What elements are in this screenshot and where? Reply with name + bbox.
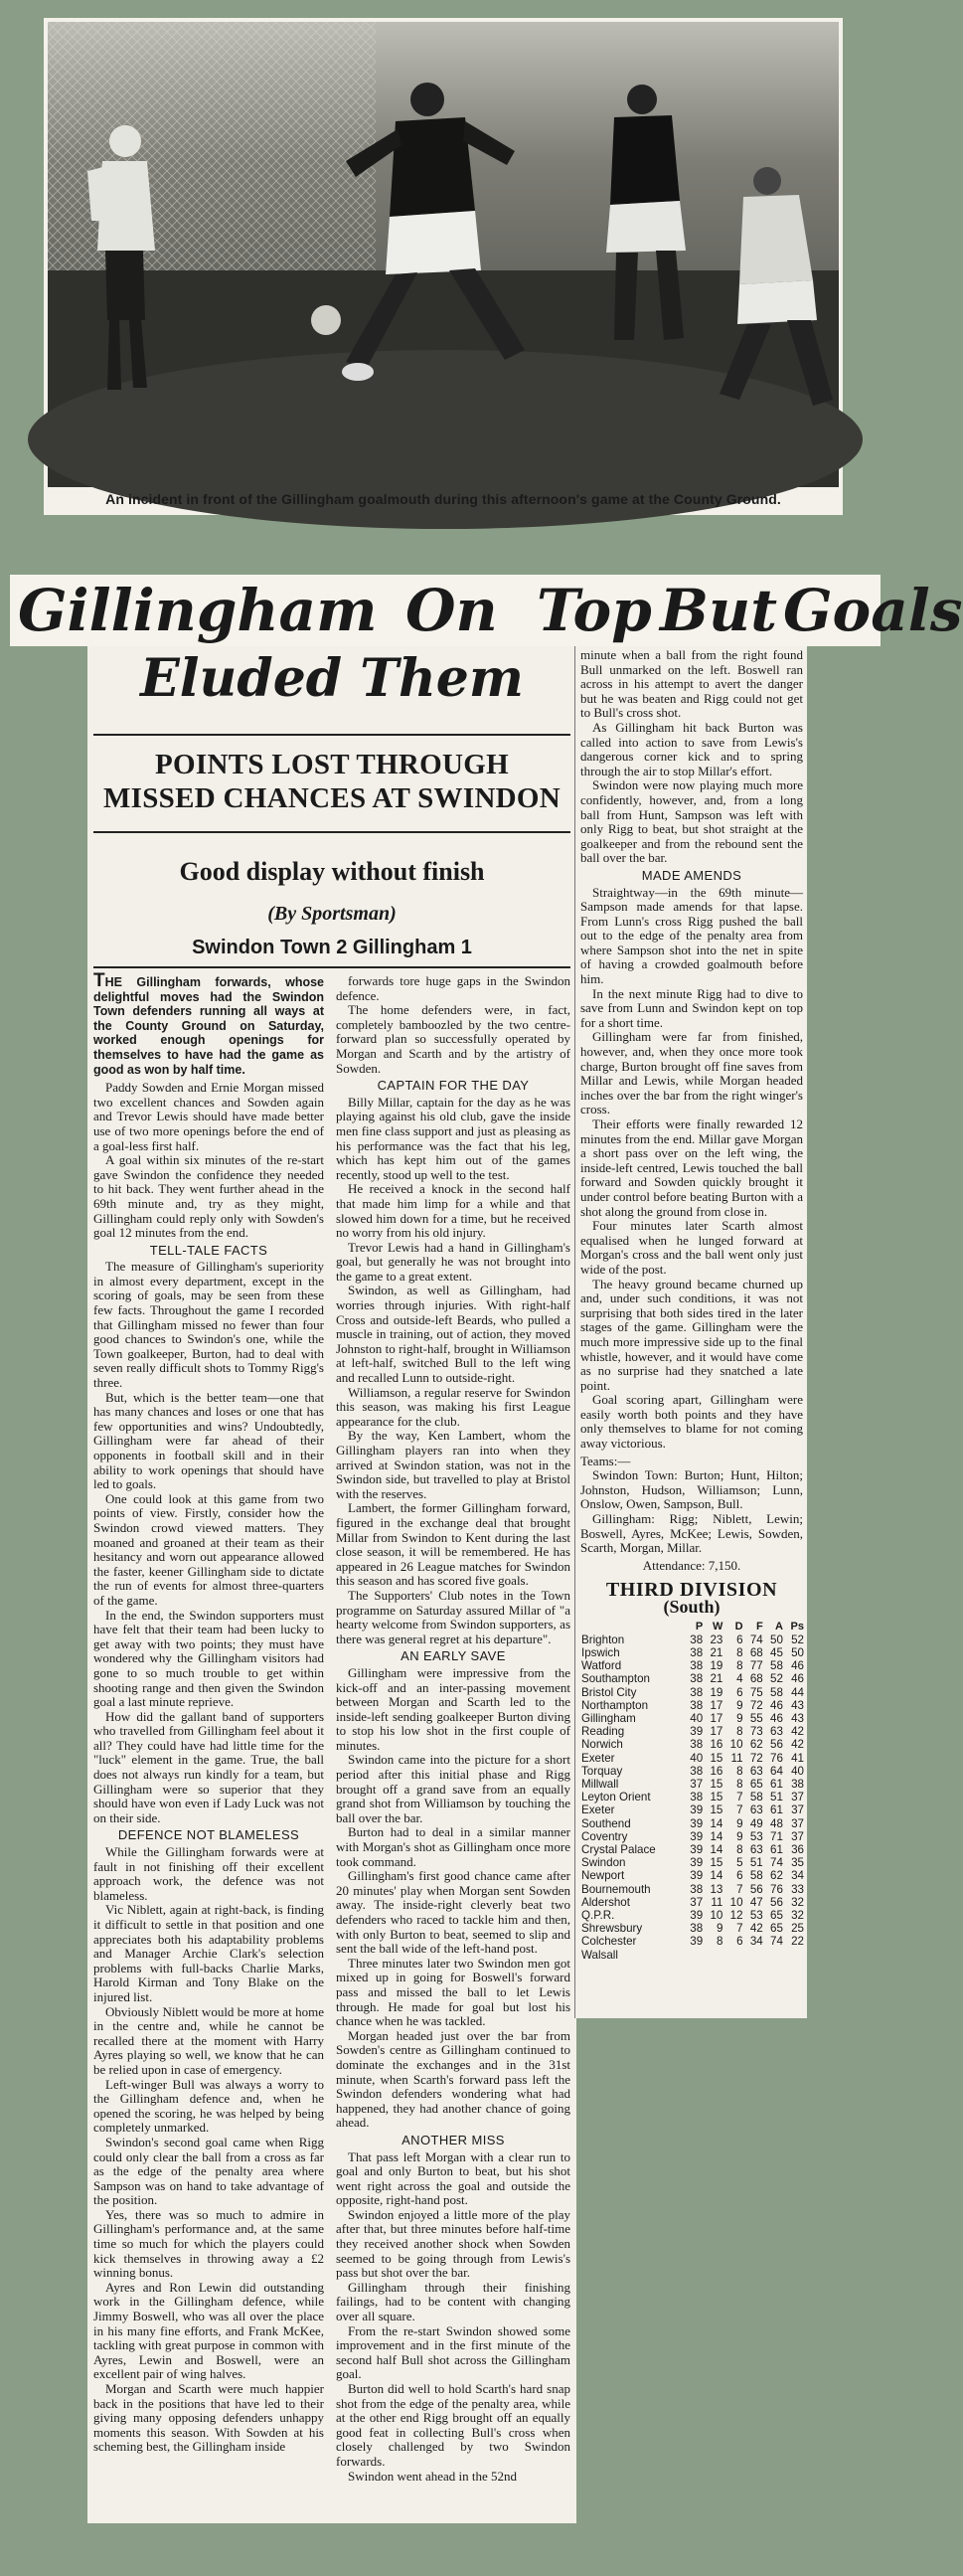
stat-cell: 76 [770,1882,783,1896]
article-column-1 [93,970,324,2455]
table-row [580,1633,805,1646]
paragraph: minute when a ball from the right found Bull unmarked on the left. Boswell ran across in his attempt to avert the danger but he was beaten and Rigg could not get to Bull's cross shot. [580,647,803,721]
stat-cell: 61 [770,1803,783,1817]
paragraph: Lambert, the former Gillingham forward, figured in the exchange deal that brought Millar from Swindon to Kent during the last close season, it will be remembered. He has appeared in 26 League matches for Swindon this season and has scored five goals. [336,1500,570,1589]
paragraph: From the re-start Swindon showed some improvement and in the first minute of the second half Bull shot across the Gillingham goal. [336,2322,570,2382]
stat-cell: 38 [690,1632,704,1646]
team-name-cell: Ipswich [581,1646,620,1659]
stat-cell: 6 [736,1935,743,1949]
section-heading: TELL-TALE FACTS [149,1242,268,1258]
headline-word: But [660,577,777,644]
stat-cell: 39 [690,1935,704,1949]
stat-cell: 15 [710,1791,723,1804]
stat-cell: 10 [729,1895,743,1909]
paragraph: Burton did well to hold Scarth's hard snap shot from the edge of the penalty area, while at the other end Rigg brought off an equally good feat in collecting Bull's cross when closely challenged by two Swindon forwards. [336,2381,570,2469]
stat-cell: 39 [690,1829,704,1843]
stat-cell: 39 [690,1909,704,1923]
stat-cell: 40 [690,1712,704,1726]
stat-cell: 63 [749,1843,763,1857]
stat-cell: 7 [736,1803,743,1817]
paragraph: Their efforts were finally rewarded 12 minutes from the end. Millar gave Morgan a short pass over on the left wing, the inside-left centred, Lewis touched the ball forward and Sowden quickly brought it under control before beating Burton with a shot along the ground from close in. [580,1116,803,1219]
stat-cell: 8 [736,1725,743,1739]
stat-cell: 58 [770,1659,783,1673]
paragraph: Swindon enjoyed a little more of the play after that, but three minutes before half-time they received another shock when Sowden seemed to be going through from Lewis's pass but shot over the bar. [336,2206,570,2281]
stat-cell: 41 [791,1751,804,1765]
paragraph: The home defenders were, in fact, completely bamboozled by the two centre-forward plan so successfully operated by Morgan and Scarth and by the artistry of Sowden. [336,1002,570,1076]
table-row [580,1765,805,1778]
stat-cell: 74 [749,1632,763,1646]
stat-cell: 9 [736,1829,743,1843]
league-table-title: THIRD DIVISION [605,1579,778,1602]
headline-line-1 [10,575,963,646]
stat-cell: 6 [736,1869,743,1883]
stat-cell: 10 [710,1909,723,1923]
divider [93,831,570,833]
stat-cell: 9 [736,1816,743,1830]
stat-cell: 42 [791,1725,804,1739]
header-cell: W [713,1620,723,1632]
stat-cell: 51 [749,1856,763,1870]
stat-cell: 45 [770,1646,783,1659]
stat-cell: 17 [710,1698,723,1712]
stat-cell: 52 [770,1672,783,1686]
stat-cell: 52 [791,1632,804,1646]
table-row [580,1712,805,1725]
stat-cell: 48 [770,1816,783,1830]
stat-cell: 58 [749,1791,763,1804]
team-name-cell: Walsall [581,1948,618,1962]
stat-cell: 11 [711,1895,723,1909]
table-row [580,1935,805,1948]
stat-cell: 10 [729,1738,743,1752]
stat-cell: 6 [736,1632,743,1646]
table-row [580,1830,805,1843]
table-row [580,1869,805,1882]
team-name-cell: Torquay [581,1764,623,1778]
drop-cap: T [93,970,105,991]
stat-cell [784,1949,805,1962]
stat-cell: 71 [770,1829,783,1843]
stat-cell: 77 [749,1659,763,1673]
stat-cell: 17 [710,1712,723,1726]
stat-cell: 75 [749,1685,763,1699]
paragraph: Swindon came into the picture for a short period after this initial phase and Rigg brought off a grand save from an equally grand shot from Williamson by touching the ball over the bar. [336,1752,570,1825]
photo-caption: An incident in front of the Gillingham goalmouth during this afternoon's game at the County Ground. [105,491,781,507]
stat-cell [684,1949,704,1962]
stat-cell: 39 [690,1803,704,1817]
table-row [580,1856,805,1869]
paragraph: Paddy Sowden and Ernie Morgan missed two excellent chances and Sowden again and Trevor Lewis should have made better use of two more openings before the end of a goal-less first half. [93,1080,324,1153]
paragraph: Gillingham were impressive from the kick-off and an inter-passing movement between Morgan and Scarth led to the inside-left sending goalkeeper Burton diving to stop his low shot in the first couple of minutes. [336,1664,570,1753]
paragraph: Goal scoring apart, Gillingham were easily worth both points and they have only themselves to blame for not coming away victorious. [580,1392,803,1452]
paragraph: Gillingham through their finishing failings, had to be content with changing over all square. [336,2279,570,2324]
photo-card [44,18,843,515]
stat-cell: 14 [710,1869,723,1883]
stat-cell: 62 [749,1738,763,1752]
stat-cell: 38 [690,1738,704,1752]
stat-cell: 38 [690,1764,704,1778]
stat-cell [704,1949,723,1962]
attendance: Attendance: 7,150. [642,1557,741,1573]
stat-cell: 68 [749,1672,763,1686]
stat-cell: 61 [770,1778,783,1792]
team-name-cell: Exeter [581,1803,615,1817]
stat-cell: 63 [770,1725,783,1739]
team-name-cell: Newport [581,1869,625,1883]
stat-cell: 49 [749,1816,763,1830]
stat-cell: 72 [749,1698,763,1712]
paragraph: Obviously Niblett would be more at home in the centre and, while he cannot be recalled there at the moment with Harry Ayres playing so well, we know that he can be relied upon in case of emergency. [93,2003,324,2077]
team-name-cell: Q.P.R. [581,1909,615,1923]
paragraph: A goal within six minutes of the re-start gave Swindon the confidence they needed to hit back. They went further ahead in the 69th minute and, try as they might, Gillingham could reply only with Sowden's goal 12 minutes from the end. [93,1152,324,1241]
stat-cell: 63 [749,1764,763,1778]
article-column-2 [336,974,570,2484]
headline-word: On [405,577,498,644]
stat-cell: 19 [710,1685,723,1699]
stat-cell: 51 [770,1791,783,1804]
table-row [580,1725,805,1738]
team-name-cell: Gillingham [581,1712,636,1726]
table-row [580,1791,805,1803]
stat-cell: 76 [770,1751,783,1765]
table-row [580,1803,805,1816]
stat-cell: 65 [770,1922,783,1936]
stat-cell: 14 [710,1829,723,1843]
stat-cell: 38 [690,1659,704,1673]
team-name-cell: Brighton [581,1632,625,1646]
stat-cell: 40 [690,1751,704,1765]
headline-word: Top [537,577,652,644]
table-row [580,1646,805,1659]
paragraph: Swindon's second goal came when Rigg could only clear the ball from a cross as far as the edge of the penalty area where Sampson was on hand to take advantage of the position. [93,2134,324,2208]
divider [93,734,570,736]
stat-cell: 33 [791,1882,804,1896]
paragraph: But, which is the better team—one that has many chances and loses or one that has few opportunities and wins? Undoubtedly, Gillingham were far ahead of their opponents in football skill and in their ability to work openings that should have led to goals. [93,1389,324,1492]
divider [93,966,570,968]
paragraph: As Gillingham hit back Burton was called into action to save from Lewis's dangerous corner kick and to spring through the air to stop Millar's effort. [580,719,803,778]
paragraph: While the Gillingham forwards were at fault in not finishing off their excellent approach work, the defence was not blameless. [93,1844,324,1903]
stat-cell: 14 [710,1816,723,1830]
paragraph: Burton had to deal in a similar manner with Morgan's shot as Gillingham once more took command. [336,1824,570,1869]
stat-cell: 38 [690,1646,704,1659]
stat-cell: 53 [749,1909,763,1923]
paragraph: Straightway—in the 69th minute—Sampson made amends for that lapse. From Lunn's cross Rigg pushed the ball out to the edge of the penalty area from where Sampson shot into the net in spite of having a crowded goalmouth before him. [580,884,803,987]
stat-cell: 42 [791,1738,804,1752]
header-team [580,1621,684,1633]
paragraph: The heavy ground became churned up and, under such conditions, it was not surprising that both sides tired in the later stages of the game. Gillingham were the much more impressive side up to the final whistle, however, and it would have come as no surprise had they snatched a late point. [580,1276,803,1393]
stat-cell: 21 [710,1672,723,1686]
stat-cell: 13 [710,1882,723,1896]
paragraph: Swindon, as well as Gillingham, had worries through injuries. With right-half Cross and outside-left Beards, who pulled a muscle in training, out of action, they moved Johnston to right-half, brought in Williamson at left-half, switched Bull to the left wing and recalled Lunn to outside-right. [336,1283,570,1386]
table-row [580,1659,805,1672]
stat-cell: 8 [736,1646,743,1659]
stat-cell: 14 [710,1843,723,1857]
stat-cell: 7 [736,1882,743,1896]
stat-cell: 36 [791,1843,804,1857]
stat-cell: 37 [690,1778,704,1792]
table-row [580,1738,805,1751]
subheadline-line-2: MISSED CHANCES AT SWINDON [102,782,562,814]
stat-cell: 39 [690,1843,704,1857]
paragraph: Swindon were now playing much more confidently, however, and, from a long ball from Hunt, Sampson was left with only Rigg to beat, but shot straight at the goalkeeper and from the rebound sent the ball over the bar. [580,777,803,866]
paragraph: Four minutes later Scarth almost equalised when he lunged forward at Morgan's cross and the ball went only just wide of the post. [580,1218,803,1277]
stat-cell: 53 [749,1829,763,1843]
team-name-cell: Aldershot [581,1895,630,1909]
section-heading: CAPTAIN FOR THE DAY [377,1078,530,1094]
stat-cell: 38 [690,1685,704,1699]
paragraph: One could look at this game from two points of view. Firstly, consider how the Swindon crowd viewed matters. They moaned and groaned at their team as their hesitancy and worn out appearance allowed the faster, keener Gillingham side to dictate the run of events for almost three-quarters of the game. [93,1490,324,1608]
league-table-header [580,1621,805,1633]
team-name-cell: Millwall [581,1778,619,1792]
stat-cell: 9 [736,1712,743,1726]
paragraph: In the end, the Swindon supporters must have felt that their team had been lucky to get away with two points; they must have wondered why the Gillingham visitors had gone to so much trouble to get within shooting range and then given the Swindon goal a last minute reprieve. [93,1607,324,1710]
stat-cell: 9 [716,1922,723,1936]
stat-cell: 74 [770,1856,783,1870]
stat-cell: 46 [770,1712,783,1726]
stat-cell: 8 [736,1778,743,1792]
header-cell: P [695,1620,704,1632]
stat-cell: 43 [791,1698,804,1712]
table-row [580,1778,805,1791]
stat-cell: 39 [690,1869,704,1883]
swindon-lineup: Swindon Town: Burton; Hunt, Hilton; Johnston, Hudson, Williamson; Lunn, Onslow, Owen, Sampson, Bull. [580,1467,803,1512]
stat-cell: 46 [791,1659,804,1673]
table-row [580,1909,805,1922]
team-name-cell: Reading [581,1725,625,1739]
paragraph: Trevor Lewis had a hand in Gillingham's goal, but generally he was not brought into the game to a great extent. [336,1239,570,1284]
paragraph: Gillingham were far from finished, however, and, when they once more took charge, Burton brought off fine saves from Millar and Lewis, while Morgan headed inches over the bar from the right winger's cross. [580,1029,803,1117]
headline-word: Gillingham [18,577,378,644]
stat-cell: 47 [749,1895,763,1909]
paragraph: Williamson, a regular reserve for Swindon this season, was making his first League appearance for the club. [336,1384,570,1429]
header-cell: Ps [790,1620,804,1632]
team-name-cell: Norwich [581,1738,623,1752]
stat-cell: 38 [690,1882,704,1896]
stat-cell: 64 [770,1764,783,1778]
paragraph: How did the gallant band of supporters who travelled from Gillingham feel about it all? They could have had little time for the "luck" element in the game. True, the ball does not always run kindly for a team, but Gillingham were so superior that they should have won even if Lady Luck was not on their side. [93,1708,324,1825]
table-row [580,1883,805,1896]
stat-cell: 15 [710,1856,723,1870]
header-cell: F [756,1620,763,1632]
article-continuation-clipping [576,646,807,2018]
team-name-cell: Bristol City [581,1685,637,1699]
article-column-3 [580,648,803,1962]
paragraph: By the way, Ken Lambert, whom the Gillingham players ran into when they arrived at Swindon station, was not in the Swindon side, but travelled to play at Bristol with the reserves. [336,1428,570,1501]
stat-cell: 38 [690,1791,704,1804]
paragraph: The measure of Gillingham's superiority in almost every department, except in the scoring of goals, may be seen from these few facts. Throughout the game I recorded that Gillingham missed no fewer than four good chances to Swindon's one, while the Town goalkeeper, Burton, had to deal with seven really difficult shots to Tommy Rigg's three. [93,1259,324,1391]
team-name-cell: Shrewsbury [581,1922,643,1936]
team-name-cell: Leyton Orient [581,1791,651,1804]
stat-cell: 74 [770,1935,783,1949]
table-row [580,1896,805,1909]
table-row [580,1949,805,1962]
stat-cell: 50 [791,1646,804,1659]
stat-cell: 37 [690,1895,704,1909]
headline-word: Goals [783,577,963,644]
stat-cell: 37 [791,1816,804,1830]
table-row [580,1922,805,1935]
stat-cell: 16 [710,1764,723,1778]
byline: (By Sportsman) [267,903,397,925]
gillingham-lineup: Gillingham: Rigg; Niblett, Lewin; Boswell, Ayres, McKee; Lewis, Sowden, Scarth, Morgan, Millar. [580,1511,803,1556]
stat-cell: 4 [736,1672,743,1686]
paragraph: Swindon went ahead in the 52nd [348,2468,518,2484]
intro-text: HE Gillingham forwards, whose delightful moves had the Swindon Town defenders running all ways at the County Ground on Saturday, worked enough openings for themselves to have had the game as good as won by half time. [93,975,324,1077]
stat-cell: 35 [791,1856,804,1870]
paragraph: Gillingham's first good chance came after 20 minutes' play when Morgan sent Sowden away. The inside-right cleverly beat two defenders who raced to tackle him and then, with only Burton to beat, seemed to slip and sent the ball wide of the left-hand post. [336,1868,570,1957]
subheadline-line-1: POINTS LOST THROUGH [155,749,509,780]
paragraph: That pass left Morgan with a clear run to goal and only Burton to beat, but his shot went right across the goal and outside the opposite, right-hand post. [336,2148,570,2208]
stat-cell: 68 [749,1646,763,1659]
team-name-cell: Colchester [581,1935,637,1949]
table-row [580,1699,805,1712]
team-name-cell: Exeter [581,1751,615,1765]
score-line: Swindon Town 2 Gillingham 1 [192,937,472,958]
stat-cell: 40 [791,1764,804,1778]
stat-cell: 37 [791,1791,804,1804]
paragraph: Left-winger Bull was always a worry to the Gillingham defence and, when he opened the scoring, he was helped by being completely unmarked. [93,2076,324,2136]
stat-cell: 8 [736,1659,743,1673]
stat-cell: 63 [749,1803,763,1817]
stat-cell: 58 [770,1685,783,1699]
stat-cell: 65 [770,1909,783,1923]
paragraph: forwards tore huge gaps in the Swindon defence. [336,973,570,1003]
stat-cell: 8 [736,1843,743,1857]
stat-cell: 7 [736,1922,743,1936]
stat-cell: 32 [791,1909,804,1923]
stat-cell: 38 [690,1672,704,1686]
stat-cell: 16 [710,1738,723,1752]
stat-cell: 22 [791,1935,804,1949]
stat-cell: 58 [749,1869,763,1883]
team-name-cell: Southend [581,1816,631,1830]
stat-cell: 15 [710,1751,723,1765]
paragraph: Billy Millar, captain for the day as he was playing against his old club, gave the inside men fine class support and just as pleasing as his performance was the fact that his leg, which has kept him out of the games recently, stood up well to the test. [336,1094,570,1182]
sub-subheadline: Good display without finish [179,857,485,886]
stat-cell: 56 [749,1882,763,1896]
paragraph: Vic Niblett, again at right-back, is finding it difficult to settle in that position and one appreciates both his adaptability problems and Manager Archie Clark's selection problems with full-backs Charlie Marks, Harold Kirman and Tony Blake on the injured list. [93,1902,324,2004]
stat-cell: 12 [729,1909,743,1923]
teams-label: Teams:— [580,1453,631,1468]
stat-cell: 15 [710,1778,723,1792]
stat-cell [764,1949,784,1962]
article-main-clipping [87,646,576,2523]
stat-cell: 44 [791,1685,804,1699]
paragraph: Yes, there was so much to admire in Gillingham's performance and, at the same time so much for which the players could kick themselves in throwing away a £2 winning bonus. [93,2206,324,2281]
team-name-cell: Coventry [581,1829,628,1843]
paragraph: He received a knock in the second half that made him limp for a while and that slowed him down for a time, but he received no worry from his old injury. [336,1181,570,1241]
stat-cell: 46 [770,1698,783,1712]
team-name-cell: Swindon [581,1856,626,1870]
stat-cell: 43 [791,1712,804,1726]
stat-cell [744,1949,764,1962]
section-heading: ANOTHER MISS [401,2132,505,2147]
table-row [580,1752,805,1765]
stat-cell: 9 [736,1698,743,1712]
match-photo-image [48,22,839,487]
stat-cell: 55 [749,1712,763,1726]
stat-cell [723,1949,743,1962]
header-cell: D [734,1620,743,1632]
stat-cell: 21 [710,1646,723,1659]
league-table-body [580,1633,805,1962]
paragraph: Morgan headed just over the bar from Sowden's centre as Gillingham continued to dominate the exchanges and in the 31st minute, when Scarth's forward pass left the Swindon defenders wondering what had happened, they had another chance of going ahead. [336,2027,570,2131]
stat-cell: 23 [710,1632,723,1646]
league-table [580,1621,805,1962]
stat-cell: 5 [736,1856,743,1870]
stat-cell: 56 [770,1895,783,1909]
team-name-cell: Northampton [581,1698,649,1712]
team-name-cell: Watford [581,1659,622,1673]
section-heading: DEFENCE NOT BLAMELESS [117,1827,300,1843]
stat-cell: 15 [710,1803,723,1817]
intro-paragraph [93,970,324,1077]
stat-cell: 72 [749,1751,763,1765]
stat-cell: 38 [690,1698,704,1712]
stat-cell: 8 [736,1764,743,1778]
stat-cell: 62 [770,1869,783,1883]
section-heading: MADE AMENDS [641,867,742,883]
table-row [580,1843,805,1856]
header-cell: A [775,1620,783,1632]
team-name-cell: Crystal Palace [581,1843,656,1857]
stat-cell: 39 [690,1816,704,1830]
stat-cell: 39 [690,1856,704,1870]
stat-cell: 56 [770,1738,783,1752]
column-divider [574,646,575,2018]
stat-cell: 38 [791,1778,804,1792]
stat-cell: 38 [690,1922,704,1936]
stat-cell: 8 [716,1935,723,1949]
stat-cell: 42 [749,1922,763,1936]
stat-cell: 25 [791,1922,804,1936]
section-heading: AN EARLY SAVE [401,1648,506,1664]
stat-cell: 7 [736,1791,743,1804]
stat-cell: 37 [791,1829,804,1843]
stat-cell: 32 [791,1895,804,1909]
team-name-cell: Southampton [581,1672,650,1686]
stat-cell: 65 [749,1778,763,1792]
stat-cell: 19 [710,1659,723,1673]
table-row [580,1686,805,1699]
paragraph: The Supporters' Club notes in the Town programme on Saturday assured Millar of "a hearty welcome from Swindon supporters, as there was general regret at his departure". [336,1587,570,1646]
stat-cell: 39 [690,1725,704,1739]
stat-cell: 50 [770,1632,783,1646]
stat-cell: 11 [730,1751,743,1765]
paragraph: In the next minute Rigg had to dive to save from Lunn and Swindon kept on top for a short time. [580,985,803,1030]
stat-cell: 6 [736,1685,743,1699]
paragraph: Morgan and Scarth were much happier back in the positions that have led to their giving many opposing defenders unhappy moments this season. With Sowden at his scheming best, the Gillingham inside [93,2381,324,2455]
paragraph: Three minutes later two Swindon men got mixed up in going for Boswell's forward pass and missed the ball to let Lewis through. He made for goal but lost his chance when he was tackled. [336,1955,570,2029]
team-name-cell: Bournemouth [581,1882,651,1896]
stat-cell: 73 [749,1725,763,1739]
stat-cell: 61 [770,1843,783,1857]
paragraph: Ayres and Ron Lewin did outstanding work in the Gillingham defence, while Jimmy Boswell, who was all over the place in his many fine efforts, and Frank McKee, tackling with great purpose in common with Ayres, Lewin and Boswell, were an excellent pair of wing halves. [93,2279,324,2382]
table-row [580,1817,805,1830]
match-photo [48,22,839,487]
stat-cell: 46 [791,1672,804,1686]
stat-cell: 34 [749,1935,763,1949]
league-table-subtitle: (South) [663,1597,721,1617]
stat-cell: 17 [710,1725,723,1739]
stat-cell: 34 [791,1869,804,1883]
subheadline [87,748,576,815]
stat-cell: 37 [791,1803,804,1817]
table-row [580,1672,805,1685]
headline-line-2: Eluded Them [140,648,524,709]
